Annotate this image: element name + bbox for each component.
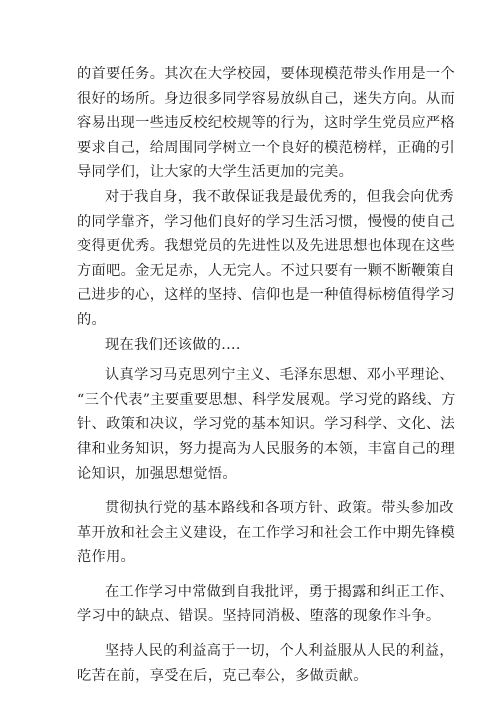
text-line: 对于我自身，我不敢保证我是最优秀的，但我会向优秀 [105,188,454,205]
paragraph-7 [77,639,454,688]
text-line: 的首要任务。其次在大学校园，要体现模范带头作用是一个 [77,66,455,82]
text-line: 己进步的心，这样的坚持、信仰也是一种值得标榜值得学习 [77,287,455,304]
text-line: 的。 [77,311,107,328]
text-line: 变得更优秀。我想党员的先进性以及先进思想也体现在这些 [77,238,455,255]
text-line: 吃苦在前，享受在后，克己奉公，多做贡献。 [77,667,368,684]
text-line: 革开放和社会主义建设，在工作学习和社会工作中期先锋模 [77,524,455,541]
paragraph-3 [77,333,437,358]
paragraph-2 [77,185,455,333]
text-line: 的同学靠齐，学习他们良好的学习生活习惯，慢慢的使自己 [77,213,455,230]
text-line: 很好的场所。身边很多同学容易放纵自己，迷失方向。从而 [77,90,455,107]
text-line: 范作用。 [77,549,136,566]
text-line: 要求自己，给周围同学树立一个良好的模范榜样，正确的引 [77,139,455,156]
text-line: “三个代表”主要重要思想、科学发展观。学习党的路线、方 [77,391,456,408]
text-line: 律和业务知识，努力提高为人民服务的本领，丰富自己的理 [77,440,455,457]
text-line: 坚持人民的利益高于一切，个人利益服从人民的利益， [105,643,454,660]
text-line: 认真学习马克思列宁主义、毛泽东思想、邓小平理论、 [105,367,454,384]
text-line: 容易出现一些违反校纪校规等的行为，这时学生党员应严格 [77,115,455,132]
text-line: 针、政策和决议，学习党的基本知识。学习科学、文化、法 [77,416,455,433]
paragraph-6 [77,580,454,629]
document-page [77,62,456,688]
paragraph-1 [77,62,455,185]
text-line: 方面吧。金无足赤，人无完人。不过只要有一颗不断鞭策自 [77,262,455,279]
paragraph-4 [77,363,456,486]
text-line: 现在我们还该做的.... [105,336,241,353]
text-line: 学习中的缺点、错误。坚持同消极、堕落的现象作斗争。 [77,608,441,625]
text-line: 在工作学习中常做到自我批评，勇于揭露和纠正工作、 [105,583,454,600]
text-line: 贯彻执行党的基本路线和各项方针、政策。带头参加改 [105,500,454,517]
text-line: 论知识，加强思想觉悟。 [77,465,237,482]
text-line: 导同学们，让大家的大学生活更加的完美。 [77,164,354,181]
paragraph-5 [77,496,455,570]
